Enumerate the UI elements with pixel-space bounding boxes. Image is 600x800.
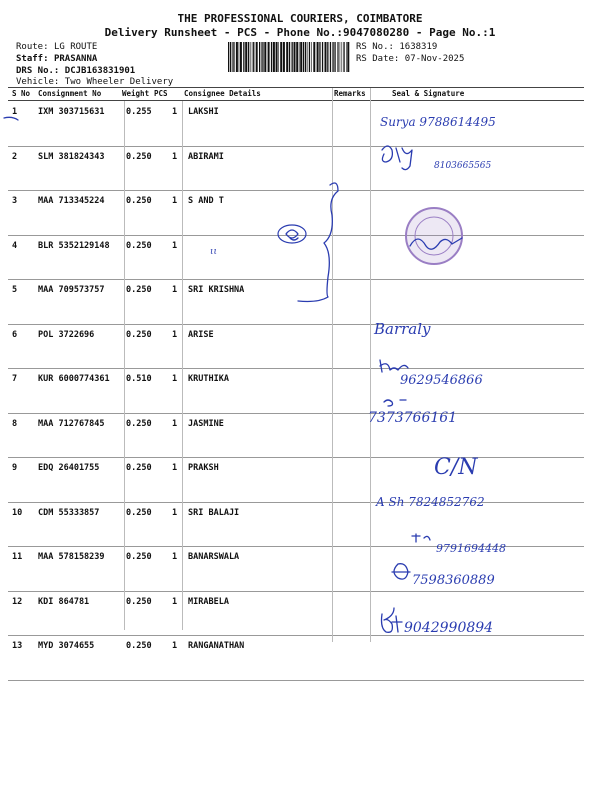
row-consignee: PRAKSH xyxy=(188,463,219,473)
handwriting-row11: 9791694448 xyxy=(436,542,506,555)
row-weight: 0.250 xyxy=(126,329,152,340)
row-consignment: MAA 712767845 xyxy=(38,418,105,429)
row-weight: 0.250 xyxy=(126,463,152,473)
row-consignment: MYD 3074655 xyxy=(38,641,95,651)
row-weight: 0.250 xyxy=(126,641,152,651)
row-pcs: 1 xyxy=(172,151,178,162)
row-consignment: KDI 864781 xyxy=(38,596,90,607)
row-pcs: 1 xyxy=(172,596,178,607)
col-remarks: Remarks xyxy=(334,89,366,98)
table-header xyxy=(8,88,584,100)
table-row xyxy=(8,413,584,457)
rs-no-label: RS No.: xyxy=(356,42,394,52)
row-sno: 5 xyxy=(12,285,18,295)
row-consignee: ABIRAMI xyxy=(188,151,224,162)
row-weight: 0.255 xyxy=(126,107,152,117)
row-weight: 0.250 xyxy=(126,285,152,295)
row-consignee: SRI KRISHNA xyxy=(188,285,245,295)
rs-date-label: RS Date: xyxy=(356,54,400,64)
row-consignment: MAA 713345224 xyxy=(38,196,105,206)
drs-line xyxy=(16,66,135,76)
table-row xyxy=(8,635,584,679)
row-consignee: MIRABELA xyxy=(188,596,229,607)
row-consignee: JASMINE xyxy=(188,418,224,429)
row-sno: 8 xyxy=(12,418,18,429)
row-sno: 13 xyxy=(12,641,23,651)
table-row xyxy=(8,457,584,501)
row-consignee: KRUTHIKA xyxy=(188,374,229,384)
row-sno: 11 xyxy=(12,552,23,562)
handwriting-row1: Surya 9788614495 xyxy=(380,115,496,129)
row-weight: 0.250 xyxy=(126,507,152,518)
handwriting-row8: 7373766161 xyxy=(368,410,458,426)
row-weight: 0.510 xyxy=(126,374,152,384)
row-consignee: LAKSHI xyxy=(188,107,219,117)
row-sno: 7 xyxy=(12,374,18,384)
vehicle-label: Vehicle: xyxy=(16,77,60,87)
row-consignee: ARISE xyxy=(188,329,214,340)
svg-text:ιι: ιι xyxy=(210,247,218,257)
drs-label: DRS No.: xyxy=(16,66,60,76)
handwriting-row6: Barraly xyxy=(374,320,431,338)
table-row xyxy=(8,235,584,279)
row-weight: 0.250 xyxy=(126,196,152,206)
table-row xyxy=(8,101,584,145)
col-weight: Weight xyxy=(122,89,150,98)
row-weight: 0.250 xyxy=(126,418,152,429)
col-pcs: PCS xyxy=(154,89,168,98)
row-consignment: MAA 578158239 xyxy=(38,552,105,562)
table-row xyxy=(8,546,584,590)
route-value: LG ROUTE xyxy=(53,42,98,52)
row-sno: 10 xyxy=(12,507,23,518)
handwriting-row13: 9042990894 xyxy=(404,620,494,636)
table-row xyxy=(8,502,584,546)
row-consignment: POL 3722696 xyxy=(38,329,95,340)
col-consignment: Consignment No xyxy=(38,89,102,98)
row-pcs: 1 xyxy=(172,329,178,340)
vehicle-line xyxy=(16,77,173,87)
handwriting-row10: A Sh 7824852762 xyxy=(376,495,485,509)
row-consignee: RANGANATHAN xyxy=(188,641,245,651)
company-title: THE PROFESSIONAL COURIERS, COIMBATORE xyxy=(177,12,423,25)
row-pcs: 1 xyxy=(172,641,178,651)
row-consignment: EDQ 26401755 xyxy=(38,463,100,473)
row-consignment: IXM 303715631 xyxy=(38,107,105,117)
table-row xyxy=(8,279,584,323)
handwriting-row2: 8103665565 xyxy=(434,161,492,171)
row-consignment: MAA 709573757 xyxy=(38,285,105,295)
row-pcs: 1 xyxy=(172,463,178,473)
runsheet-subtitle: Delivery Runsheet - PCS - Phone No.:9047080280 - Page No.:1 xyxy=(104,26,496,39)
row-weight: 0.250 xyxy=(126,240,152,251)
row-consignment: SLM 381824343 xyxy=(38,151,105,162)
barcode xyxy=(228,42,352,72)
row-pcs: 1 xyxy=(172,552,178,562)
rs-date-value: 07-Nov-2025 xyxy=(404,54,465,64)
rs-date-line xyxy=(356,54,464,64)
row-pcs: 1 xyxy=(172,374,178,384)
staff-value: PRASANNA xyxy=(53,54,98,64)
table-row xyxy=(8,591,584,635)
row-pcs: 1 xyxy=(172,196,178,206)
row-consignee: BANARSWALA xyxy=(188,552,240,562)
table-row xyxy=(8,146,584,190)
row-sno: 6 xyxy=(12,329,18,340)
drs-value: DCJB163831901 xyxy=(64,66,136,76)
row-consignment: KUR 6000774361 xyxy=(38,374,110,384)
table-row xyxy=(8,368,584,412)
row-pcs: 1 xyxy=(172,418,178,429)
rs-no-line xyxy=(356,42,437,52)
handwriting-row12: 7598360889 xyxy=(412,573,495,588)
row-sno: 9 xyxy=(12,463,18,473)
row-consignee: S AND T xyxy=(188,196,224,206)
row-sno: 2 xyxy=(12,151,18,162)
row-consignment: CDM 55333857 xyxy=(38,507,100,518)
row-consignment: BLR 5352129148 xyxy=(38,240,110,251)
row-weight: 0.250 xyxy=(126,552,152,562)
row-pcs: 1 xyxy=(172,285,178,295)
handwriting-row9: C/N xyxy=(434,455,478,480)
row-weight: 0.250 xyxy=(126,151,152,162)
row-pcs: 1 xyxy=(172,507,178,518)
staff-label: Staff: xyxy=(16,54,49,64)
table-row xyxy=(8,190,584,234)
row-pcs: 1 xyxy=(172,240,178,251)
route-label: Route: xyxy=(16,42,49,52)
handwriting-row7: 9629546866 xyxy=(400,373,483,388)
col-sno: S No xyxy=(12,89,31,98)
row-sno: 1 xyxy=(12,107,18,117)
rs-no-value: 1638319 xyxy=(399,42,438,52)
col-consignee: Consignee Details xyxy=(184,89,261,98)
row-pcs: 1 xyxy=(172,107,178,117)
row-weight: 0.250 xyxy=(126,596,152,607)
row-sno: 3 xyxy=(12,196,18,206)
row-sno: 4 xyxy=(12,240,18,251)
row-consignee: SRI BALAJI xyxy=(188,507,240,518)
col-seal: Seal & Signature xyxy=(392,89,465,98)
route-line xyxy=(16,42,97,52)
vehicle-value: Two Wheeler Delivery xyxy=(64,77,174,87)
staff-line xyxy=(16,54,97,64)
table-row xyxy=(8,324,584,368)
row-sno: 12 xyxy=(12,596,23,607)
